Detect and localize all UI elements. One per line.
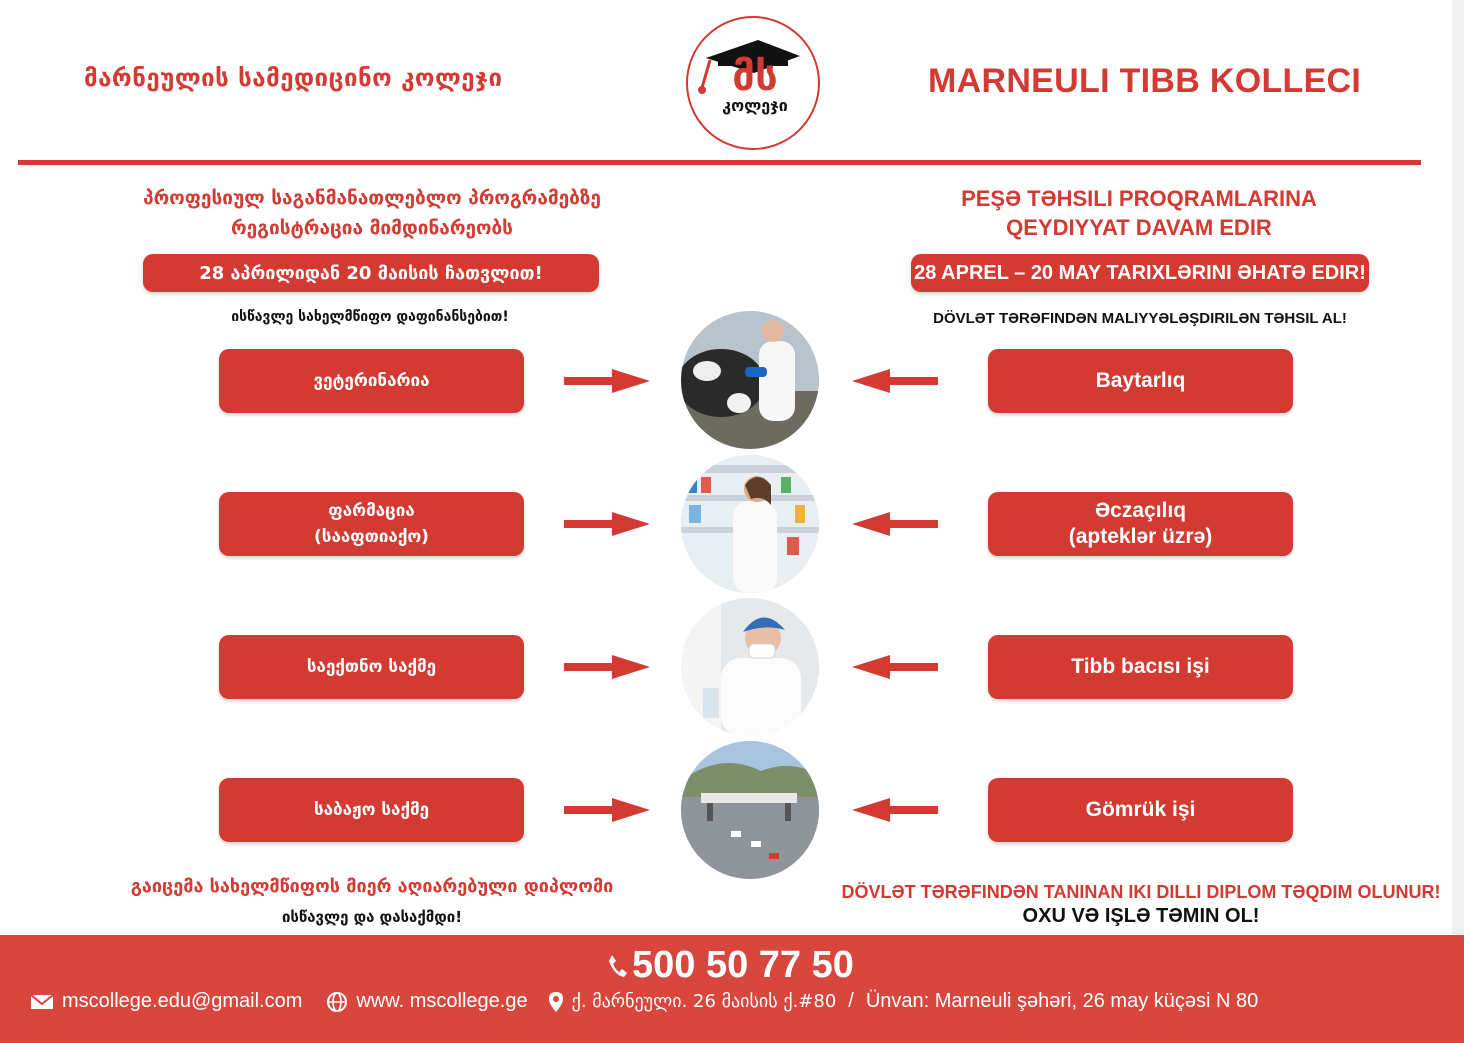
right-diploma-note: DÖVLƏT TƏRƏFINDƏN TANINAN IKI DILLI DIPLOM TƏQDIM OLUNUR! bbox=[841, 882, 1441, 902]
program-nursing-georgian[interactable] bbox=[219, 635, 524, 699]
arrow-right-icon bbox=[562, 369, 652, 393]
nurse-photo bbox=[681, 598, 819, 736]
left-date-badge: 28 აპრილიდან 20 მაისის ჩათვლით! bbox=[143, 254, 599, 292]
program-sublabel: (სააფთიაქო) bbox=[314, 527, 429, 547]
left-diploma-note: გაიცემა სახელმწიფოს მიერ აღიარებული დიპლომი bbox=[130, 876, 614, 897]
program-nursing-azerbaijani[interactable] bbox=[988, 635, 1293, 699]
program-label: ვეტერინარია bbox=[313, 371, 430, 391]
program-label: Tibb bacısı işi bbox=[1071, 655, 1210, 678]
address-georgian: ქ. მარნეული. 26 მაისის ქ.#80 bbox=[571, 991, 837, 1012]
veterinarian-photo bbox=[681, 311, 819, 449]
program-sublabel: (apteklər üzrə) bbox=[1068, 525, 1213, 548]
location-pin-icon bbox=[548, 991, 564, 1013]
mail-icon bbox=[30, 993, 54, 1011]
program-pharmacy-georgian[interactable] bbox=[219, 492, 524, 556]
program-veterinary-azerbaijani[interactable] bbox=[988, 349, 1293, 413]
customs-photo bbox=[681, 741, 819, 879]
left-slogan: ისწავლე და დასაქმდი! bbox=[281, 908, 463, 926]
page-edge bbox=[1452, 0, 1464, 1043]
left-funding-note: ისწავლე სახელმწიფო დაფინანსებით! bbox=[231, 309, 509, 325]
arrow-right-icon bbox=[562, 798, 652, 822]
program-customs-azerbaijani[interactable] bbox=[988, 778, 1293, 842]
left-heading-line2: რეგისტრაცია მიმდინარეობს bbox=[231, 217, 513, 239]
pharmacist-image bbox=[681, 455, 819, 593]
program-veterinary-georgian[interactable] bbox=[219, 349, 524, 413]
program-label: Baytarlıq bbox=[1095, 369, 1186, 392]
arrow-right-icon bbox=[562, 512, 652, 536]
arrow-left-icon bbox=[850, 798, 940, 822]
email-link[interactable]: mscollege.edu@gmail.com bbox=[62, 990, 303, 1012]
phone-group[interactable] bbox=[606, 944, 854, 987]
address-separator: / bbox=[848, 990, 854, 1012]
left-heading-line1: პროფესიულ საგანმანათლებლო პროგრამებზე bbox=[143, 187, 601, 209]
program-label: ფარმაცია bbox=[328, 501, 415, 521]
phone-icon bbox=[606, 953, 628, 979]
header-divider bbox=[18, 160, 1421, 165]
right-slogan: OXU VƏ IŞLƏ TƏMIN OL! bbox=[1022, 905, 1260, 927]
address-azerbaijani: Ünvan: Marneuli şəhəri, 26 may küçəsi N 80 bbox=[865, 990, 1259, 1012]
program-customs-georgian[interactable] bbox=[219, 778, 524, 842]
right-date-badge: 28 APREL – 20 MAY TARIXLƏRINI ƏHATƏ EDIR! bbox=[911, 254, 1369, 292]
program-label: Əczaçılıq bbox=[1094, 499, 1187, 522]
right-funding-note: DÖVLƏT TƏRƏFINDƏN MALIYYƏLƏŞDIRILƏN TƏHSIL AL! bbox=[933, 310, 1347, 327]
arrow-left-icon bbox=[850, 655, 940, 679]
arrow-left-icon bbox=[850, 512, 940, 536]
globe-icon bbox=[326, 991, 348, 1013]
left-heading bbox=[40, 183, 704, 243]
nurse-image bbox=[681, 598, 819, 736]
program-label: საექთნო საქმე bbox=[306, 657, 437, 677]
right-heading-line1: PEŞƏ TƏHSILI PROQRAMLARINA bbox=[961, 186, 1317, 211]
program-label: Gömrük işi bbox=[1085, 798, 1196, 821]
logo-mark: მს bbox=[732, 54, 778, 100]
right-heading bbox=[900, 184, 1378, 242]
website-link[interactable]: www. mscollege.ge bbox=[356, 990, 528, 1012]
pharmacist-photo bbox=[681, 455, 819, 593]
customs-image bbox=[681, 741, 819, 879]
phone-number: 500 50 77 50 bbox=[632, 944, 854, 986]
logo-text: კოლეჯი bbox=[722, 96, 788, 115]
arrow-right-icon bbox=[562, 655, 652, 679]
arrow-left-icon bbox=[850, 369, 940, 393]
program-label: საბაჟო საქმე bbox=[313, 800, 430, 820]
right-heading-line2: QEYDIYYAT DAVAM EDIR bbox=[1006, 215, 1272, 240]
college-title-georgian: მარნეულის სამედიცინო კოლეჯი bbox=[84, 64, 503, 92]
veterinarian-image bbox=[681, 311, 819, 449]
college-title-azerbaijani: MARNEULI TIBB KOLLECI bbox=[928, 62, 1362, 100]
contact-row bbox=[30, 990, 1258, 1013]
program-pharmacy-azerbaijani[interactable] bbox=[988, 492, 1293, 556]
college-logo bbox=[686, 16, 820, 150]
